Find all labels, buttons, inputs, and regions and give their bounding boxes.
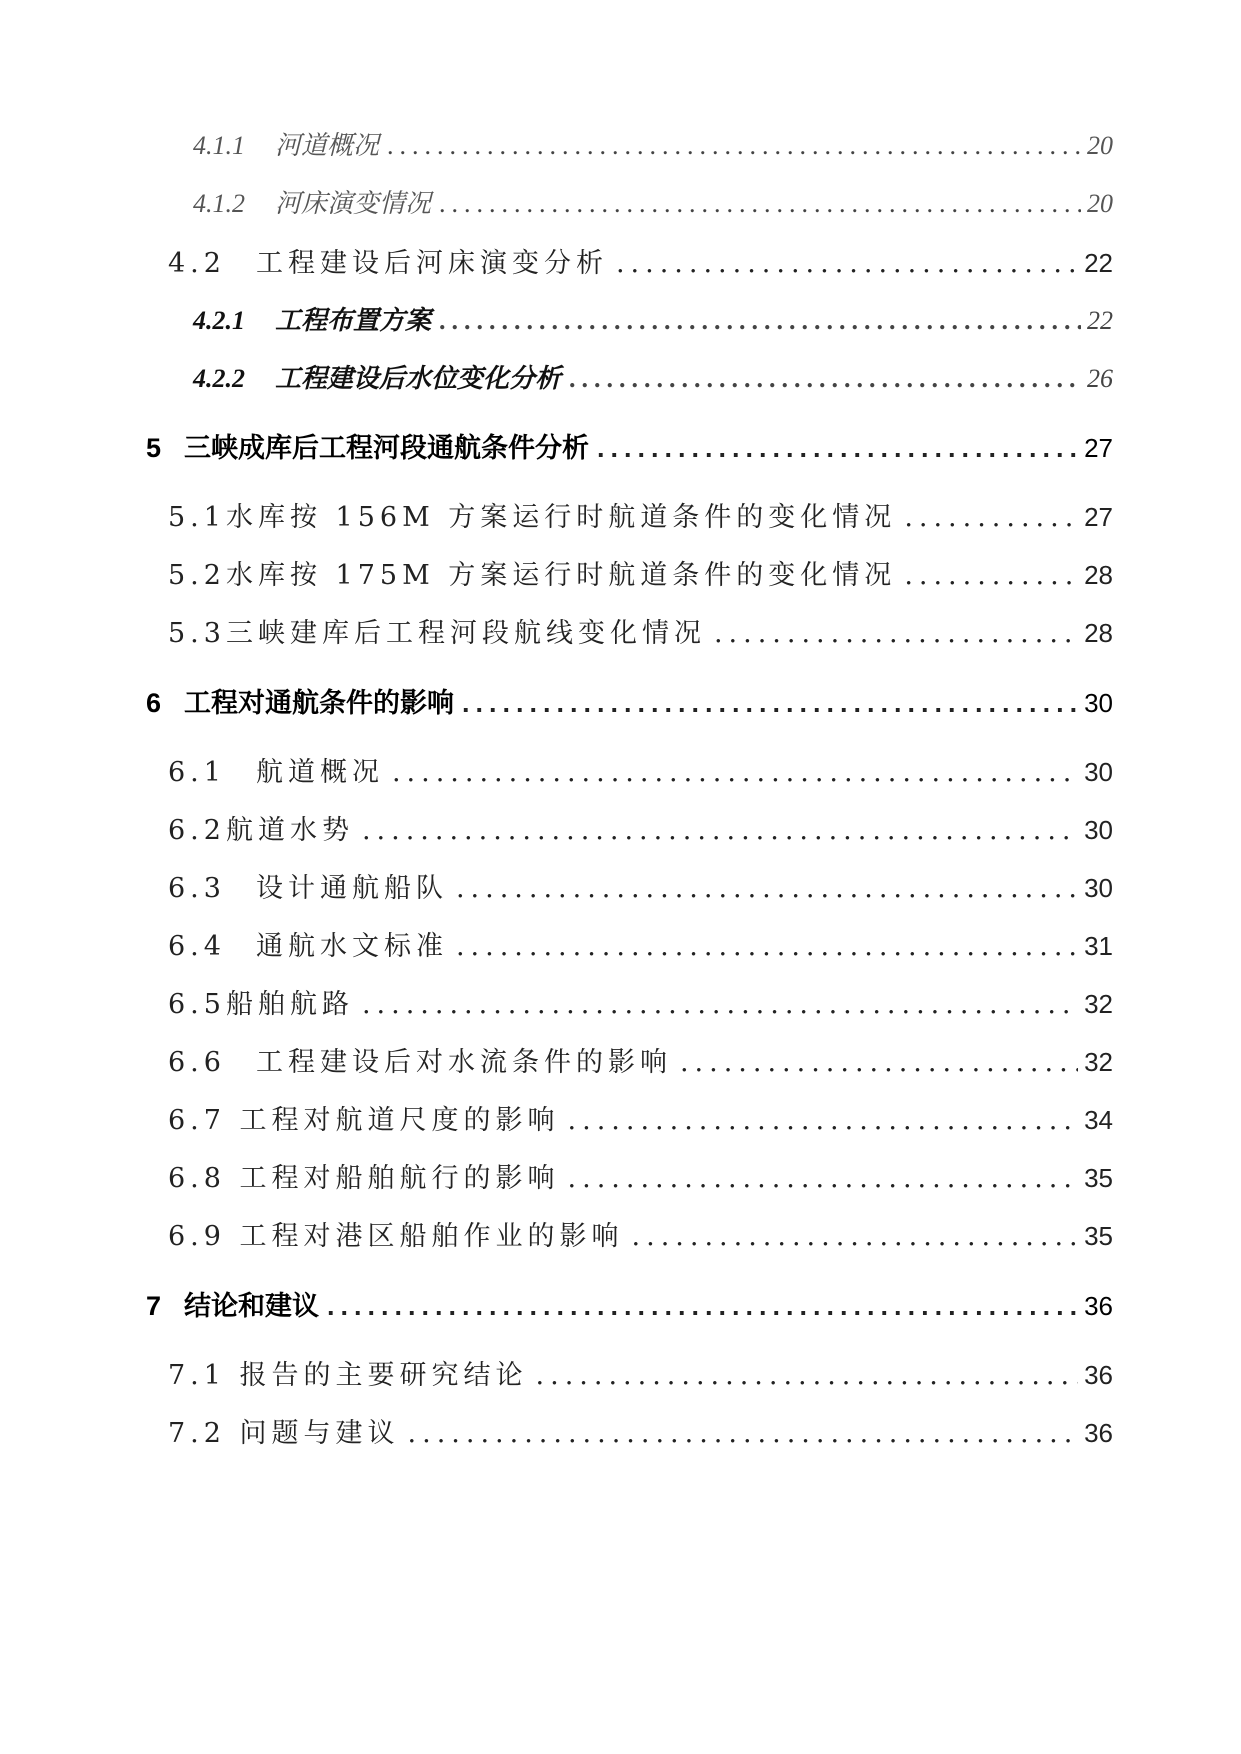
toc-entry-6-4[interactable] — [168, 926, 1113, 966]
toc-number: 4.2.2 — [193, 364, 245, 393]
toc-leader — [408, 1414, 1079, 1454]
toc-number: 4.1.2 — [193, 189, 245, 218]
toc-number: 5.2 — [168, 560, 226, 591]
toc-title: 河道概况 — [275, 131, 380, 160]
toc-entry-7-2[interactable] — [168, 1413, 1113, 1453]
toc-leader — [597, 428, 1078, 468]
toc-leader — [456, 869, 1078, 909]
toc-entry-6-2[interactable] — [168, 810, 1113, 850]
toc-leader — [362, 985, 1078, 1025]
toc-title: 问题与建议 — [239, 1418, 400, 1449]
toc-page-number: 36 — [1084, 1360, 1113, 1390]
toc-number: 5.1 — [168, 502, 226, 533]
toc-number: 6.6 — [168, 1047, 226, 1078]
toc-chapter-6[interactable] — [146, 683, 1113, 723]
toc-title: 工程对通航条件的影响 — [184, 688, 454, 718]
toc-number: 5.3 — [168, 618, 226, 649]
toc-page-number: 30 — [1084, 688, 1113, 718]
toc-leader — [439, 301, 1081, 341]
toc-page-number: 30 — [1084, 757, 1113, 787]
toc-title: 三峡建库后工程河段航线变化情况 — [225, 618, 706, 649]
toc-entry-7-1[interactable] — [168, 1355, 1113, 1395]
toc-title: 工程对港区船舶作业的影响 — [239, 1221, 624, 1252]
toc-title: 河床演变情况 — [275, 189, 432, 218]
toc-title: 结论和建议 — [184, 1291, 319, 1321]
toc-title: 工程建设后对水流条件的影响 — [255, 1047, 672, 1078]
toc-leader — [462, 683, 1078, 723]
toc-page-number: 27 — [1084, 502, 1113, 532]
toc-entry-4-2-1[interactable] — [193, 301, 1113, 341]
toc-leader — [569, 359, 1081, 399]
toc-title: 报告的主要研究结论 — [239, 1360, 528, 1391]
toc-number: 6.1 — [168, 757, 226, 788]
toc-chapter-5[interactable] — [146, 428, 1113, 468]
toc-title: 工程对船舶航行的影响 — [239, 1163, 560, 1194]
toc-leader — [392, 753, 1078, 793]
toc-entry-6-6[interactable] — [168, 1042, 1113, 1082]
toc-leader — [439, 184, 1081, 224]
toc-page-number: 32 — [1084, 1047, 1113, 1077]
toc-leader — [568, 1101, 1079, 1141]
toc-entry-4-1-1[interactable] — [193, 126, 1113, 166]
toc-entry-4-1-2[interactable] — [193, 184, 1113, 224]
toc-title: 设计通航船队 — [255, 873, 448, 904]
toc-leader — [680, 1043, 1078, 1083]
toc-page-number: 28 — [1084, 618, 1113, 648]
toc-number: 4.2 — [168, 248, 226, 279]
toc-number: 7.2 — [168, 1418, 226, 1449]
toc-number: 5 — [146, 433, 162, 463]
toc-title: 工程对航道尺度的影响 — [239, 1105, 560, 1136]
toc-entry-5-3[interactable] — [168, 613, 1113, 653]
toc-page-number: 34 — [1084, 1105, 1113, 1135]
toc-leader — [632, 1217, 1079, 1257]
toc-leader — [714, 614, 1078, 654]
toc-entry-6-9[interactable] — [168, 1216, 1113, 1256]
toc-leader — [568, 1159, 1079, 1199]
toc-page-number: 22 — [1087, 306, 1113, 335]
toc-number: 6.9 — [168, 1221, 226, 1252]
toc-entry-4-2[interactable] — [168, 243, 1113, 283]
toc-title: 工程建设后河床演变分析 — [255, 248, 608, 279]
toc-leader — [536, 1356, 1079, 1396]
toc-entry-6-8[interactable] — [168, 1158, 1113, 1198]
toc-title: 航道概况 — [255, 757, 384, 788]
toc-number: 6.5 — [168, 989, 226, 1020]
toc-page-number: 32 — [1084, 989, 1113, 1019]
toc-number: 4.2.1 — [193, 306, 245, 335]
toc-page-number: 35 — [1084, 1163, 1113, 1193]
toc-entry-6-7[interactable] — [168, 1100, 1113, 1140]
toc-number: 6.4 — [168, 931, 226, 962]
toc-page-number: 36 — [1084, 1291, 1113, 1321]
toc-page-number: 20 — [1087, 131, 1113, 160]
toc-number: 6.2 — [168, 815, 226, 846]
toc-page-number: 30 — [1084, 873, 1113, 903]
toc-entry-6-5[interactable] — [168, 984, 1113, 1024]
toc-number: 7 — [146, 1291, 162, 1321]
toc-title: 通航水文标准 — [255, 931, 448, 962]
toc-leader — [904, 498, 1078, 538]
toc-page-number: 28 — [1084, 560, 1113, 590]
toc-number: 6.7 — [168, 1105, 226, 1136]
toc-number: 6 — [146, 688, 162, 718]
toc-title: 航道水势 — [225, 815, 354, 846]
toc-chapter-7[interactable] — [146, 1286, 1113, 1326]
toc-leader — [616, 244, 1078, 284]
toc-entry-4-2-2[interactable] — [193, 359, 1113, 399]
toc-number: 4.1.1 — [193, 131, 245, 160]
toc-page-number: 22 — [1084, 248, 1113, 278]
toc-number: 7.1 — [168, 1360, 226, 1391]
toc-entry-6-1[interactable] — [168, 752, 1113, 792]
toc-leader — [362, 811, 1078, 851]
toc-leader — [456, 927, 1078, 967]
toc-page-number: 26 — [1087, 364, 1113, 393]
toc-title: 工程布置方案 — [275, 306, 432, 335]
toc-number: 6.8 — [168, 1163, 226, 1194]
toc-title: 水库按 156M 方案运行时航道条件的变化情况 — [225, 502, 897, 533]
toc-title: 工程建设后水位变化分析 — [275, 364, 562, 393]
toc-entry-6-3[interactable] — [168, 868, 1113, 908]
toc-leader — [904, 556, 1078, 596]
toc-title: 三峡成库后工程河段通航条件分析 — [184, 433, 589, 463]
toc-title: 水库按 175M 方案运行时航道条件的变化情况 — [225, 560, 897, 591]
toc-page-number: 20 — [1087, 189, 1113, 218]
toc-entry-5-2[interactable] — [168, 555, 1113, 595]
toc-number: 6.3 — [168, 873, 226, 904]
toc-page-number: 36 — [1084, 1418, 1113, 1448]
toc-title: 船舶航路 — [225, 989, 354, 1020]
toc-page-number: 31 — [1084, 931, 1113, 961]
toc-page-number: 35 — [1084, 1221, 1113, 1251]
toc-page-number: 27 — [1084, 433, 1113, 463]
toc-entry-5-1[interactable] — [168, 497, 1113, 537]
toc-page-number: 30 — [1084, 815, 1113, 845]
toc-leader — [387, 126, 1081, 166]
toc-leader — [327, 1286, 1078, 1326]
